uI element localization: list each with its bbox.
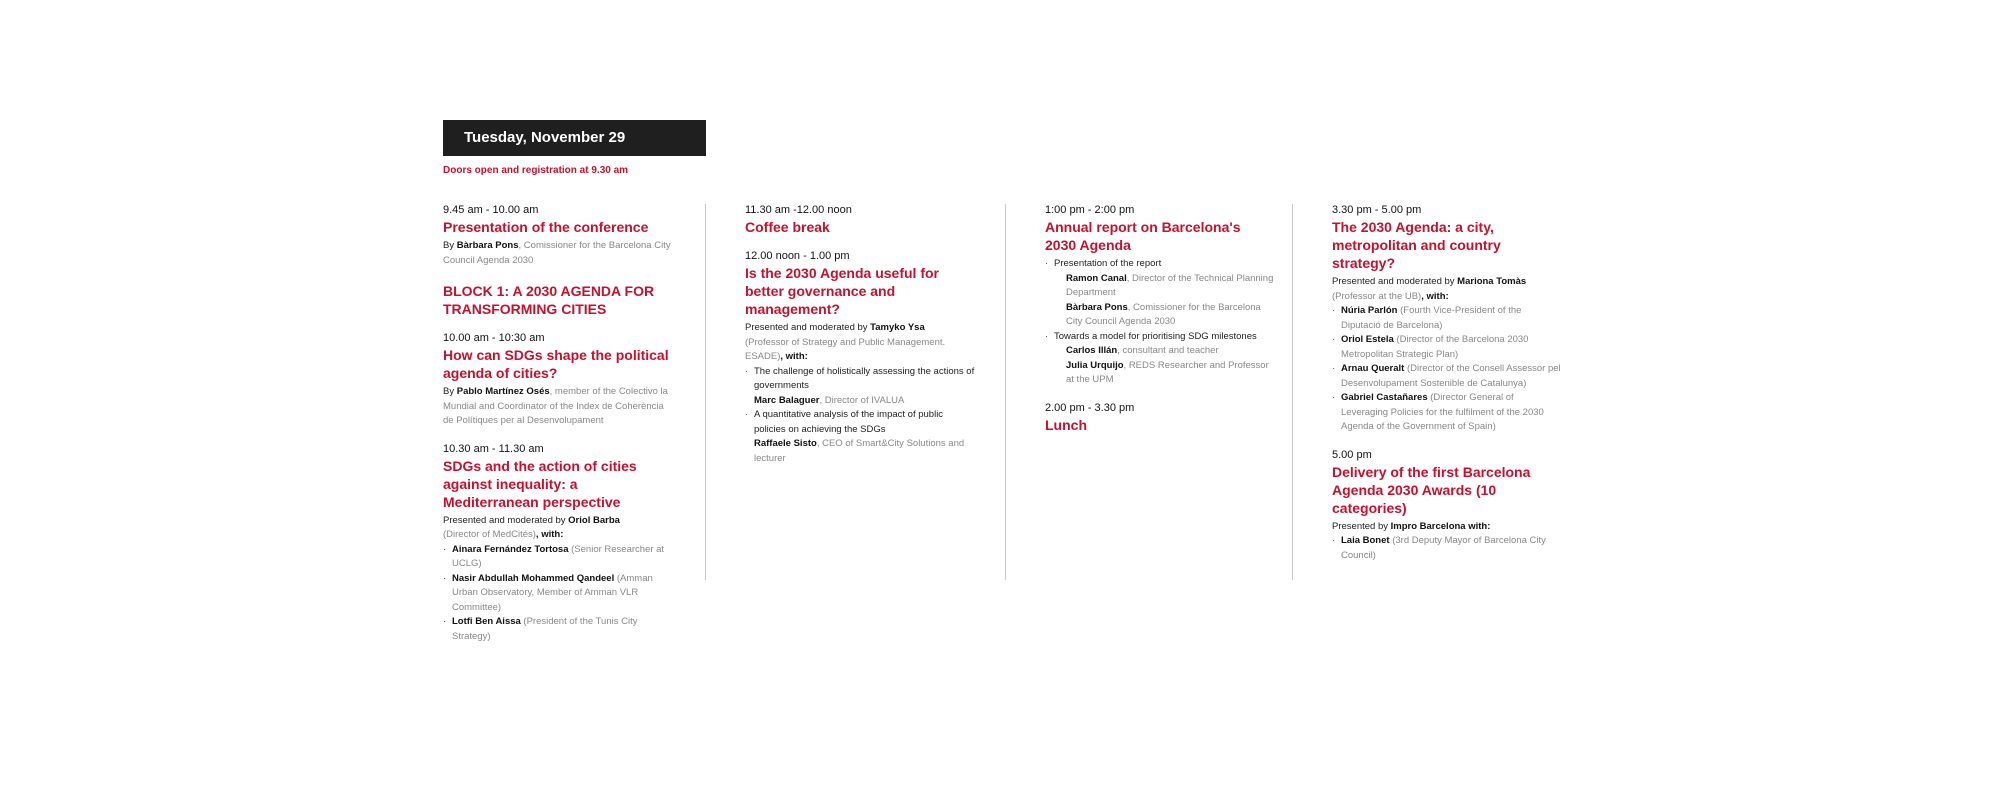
session-speaker: By Bàrbara Pons, Comissioner for the Barcelona City Council Agenda 2030 [443, 240, 671, 266]
session-annual-report [1045, 204, 1275, 388]
session-presentation [443, 204, 673, 268]
session-time: 11.30 am -12.00 noon [745, 204, 852, 216]
date-header: Tuesday, November 29 [443, 120, 706, 156]
session-title: Coffee break [745, 219, 830, 235]
session-time: 12.00 noon - 1.00 pm [745, 250, 850, 262]
speaker: Julia Urquijo, REDS Researcher and Professor at the UPM [1066, 359, 1269, 385]
session-governance [745, 250, 975, 466]
talk-list [1045, 257, 1275, 388]
session-sdgs-shape [443, 332, 673, 429]
session-lunch [1045, 402, 1275, 434]
list-item: · Oriol Estela (Director of the Barcelona 2030 Metropolitan Strategic Plan) [1332, 333, 1562, 362]
block-heading: BLOCK 1: A 2030 AGENDA FOR TRANSFORMING CITIES [443, 283, 655, 317]
session-title: Presentation of the conference [443, 219, 649, 235]
list-item: · Presentation of the report Ramon Canal, Director of the Technical Planning Department Bàrbara Pons, Comissioner for the Barcelona City Council Agenda 2030 [1045, 257, 1275, 330]
session-moderator: Presented and moderated by Tamyko Ysa (Professor of Strategy and Public Management. ESADE), with: [745, 322, 946, 362]
session-title: The 2030 Agenda: a city, metropolitan and country strategy? [1332, 219, 1501, 271]
session-title: How can SDGs shape the political agenda of cities? [443, 347, 669, 381]
speaker: Bàrbara Pons, Comissioner for the Barcelona City Council Agenda 2030 [1066, 301, 1261, 327]
list-item: · Ainara Fernández Tortosa (Senior Researcher at UCLG) [443, 543, 673, 572]
column-afternoon [1045, 204, 1275, 448]
column-midday [745, 204, 975, 480]
panelist-list [1332, 304, 1562, 435]
panelist-list [443, 543, 673, 645]
list-item: · Towards a model for prioritising SDG milestones Carlos Illán, consultant and teacher Julia Urquijo, REDS Researcher and Professor at the UPM [1045, 330, 1275, 388]
session-title: Annual report on Barcelona's 2030 Agenda [1045, 219, 1241, 253]
session-time: 5.00 pm [1332, 448, 1372, 461]
column-morning [443, 204, 673, 658]
session-title: Lunch [1045, 416, 1087, 433]
session-time: 1:00 pm - 2:00 pm [1045, 204, 1135, 216]
column-divider [705, 204, 706, 580]
session-time: 2.00 pm - 3.30 pm [1045, 401, 1135, 414]
session-moderator: Presented and moderated by Oriol Barba (Director of MedCités), with: [443, 514, 620, 540]
session-title: SDGs and the action of cities against inequality: a Mediterranean perspective [443, 457, 637, 510]
column-divider [1292, 204, 1293, 580]
list-item: · Gabriel Castañares (Director General of Leveraging Policies for the fulfilment of the 2030 Agenda of the Government of Spain) [1332, 391, 1562, 435]
doors-open-note: Doors open and registration at 9.30 am [443, 165, 629, 176]
list-item: · Núria Parlón (Fourth Vice-President of the Diputació de Barcelona) [1332, 304, 1562, 333]
session-awards [1332, 449, 1562, 564]
guest-list [1332, 534, 1562, 563]
talk-list [745, 365, 975, 467]
speaker: Ramon Canal, Director of the Technical Planning Department [1066, 272, 1274, 298]
list-item: · Nasir Abdullah Mohammed Qandeel (Amman Urban Observatory, Member of Amman VLR Committee) [443, 572, 673, 616]
session-title: Delivery of the first Barcelona Agenda 2030 Awards (10 categories) [1332, 463, 1531, 516]
session-strategy [1332, 204, 1562, 435]
list-item: · Arnau Queralt (Director of the Consell Assessor pel Desenvolupament Sostenible de Catalunya) [1332, 362, 1562, 391]
session-moderator: Presented and moderated by Mariona Tomàs (Professor at the UB), with: [1332, 276, 1527, 302]
session-inequality [443, 443, 673, 645]
session-title: Is the 2030 Agenda useful for better governance and management? [745, 265, 939, 317]
column-evening [1332, 204, 1562, 577]
list-item: · Lotfi Ben Aissa (President of the Tunis City Strategy) [443, 615, 673, 644]
session-time: 9.45 am - 10.00 am [443, 204, 539, 216]
session-speaker: By Pablo Martínez Osés, member of the Colectivo la Mundial and Coordinator of the Index de Coherència de Polítiques per al Desenvolupament [443, 386, 668, 426]
session-moderator: Presented by Impro Barcelona with: [1332, 520, 1491, 532]
session-time: 10.30 am - 11.30 am [443, 442, 544, 455]
session-coffee [745, 204, 975, 236]
list-item: · Laia Bonet (3rd Deputy Mayor of Barcelona City Council) [1332, 534, 1562, 563]
session-time: 3.30 pm - 5.00 pm [1332, 204, 1422, 216]
session-time: 10.00 am - 10:30 am [443, 332, 545, 344]
speaker: Carlos Illán, consultant and teacher [1066, 345, 1219, 356]
column-divider [1005, 204, 1006, 580]
list-item: · A quantitative analysis of the impact of public policies on achieving the SDGs Raffaele Sisto, CEO of Smart&City Solutions and lecturer [745, 408, 975, 466]
list-item: · The challenge of holistically assessing the actions of governments Marc Balaguer, Director of IVALUA [745, 365, 975, 409]
